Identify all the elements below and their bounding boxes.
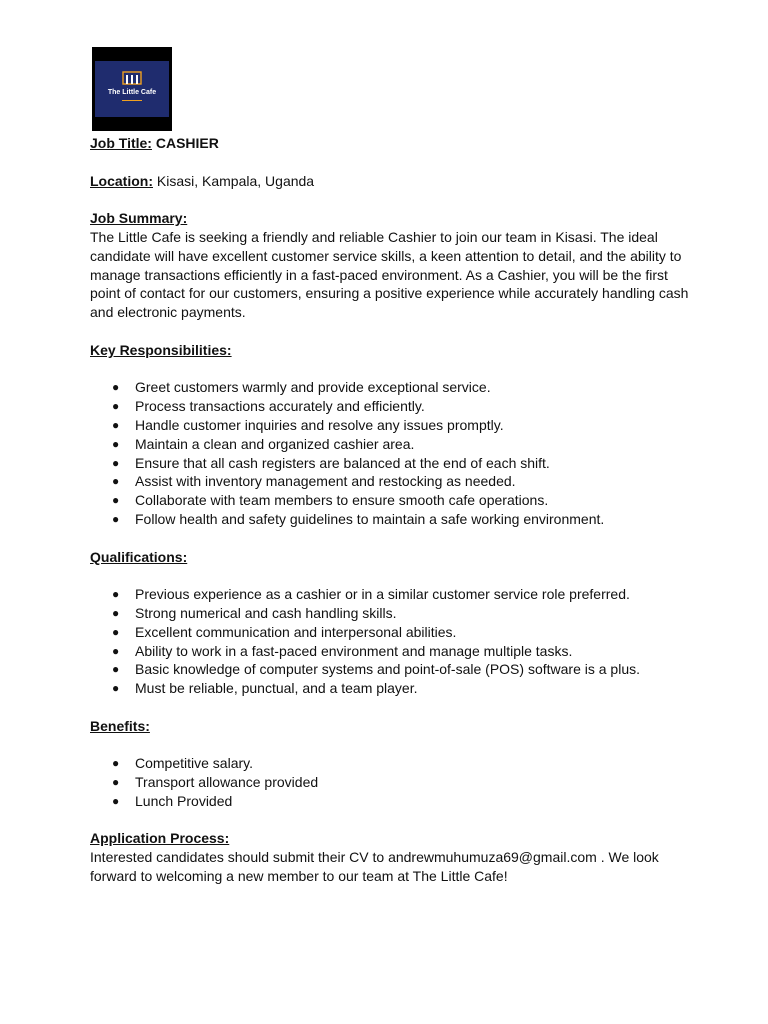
- application-heading: [90, 829, 690, 848]
- job-title-label: Job Title:: [90, 135, 152, 151]
- job-posting: [90, 134, 690, 886]
- bullet-icon: ●: [112, 587, 120, 602]
- logo-badge: [95, 61, 169, 117]
- bullet-icon: ●: [112, 662, 120, 677]
- list-item: ● Follow health and safety guidelines to maintain a safe working environment.: [112, 510, 605, 527]
- bullet-icon: ●: [112, 756, 120, 771]
- responsibilities-label: Key Responsibilities:: [90, 341, 232, 358]
- list-item: ● Transport allowance provided: [112, 774, 319, 791]
- bullet-icon: ●: [112, 455, 120, 470]
- list-item: ● Ability to work in a fast-paced environment and manage multiple tasks.: [112, 642, 573, 659]
- bullet-icon: ●: [112, 493, 120, 508]
- bullet-icon: ●: [112, 399, 120, 414]
- logo-text: The Little Cafe: [107, 89, 157, 96]
- qualifications-list: [90, 585, 690, 698]
- application-label: Application Process:: [90, 830, 230, 847]
- location-row: [90, 172, 690, 191]
- list-item: ● Handle customer inquiries and resolve any issues promptly.: [112, 416, 504, 433]
- location-label: Location:: [90, 172, 153, 189]
- bullet-icon: ●: [112, 624, 120, 639]
- responsibilities-list: [90, 378, 690, 528]
- bullet-icon: ●: [112, 681, 120, 696]
- bullet-icon: ●: [112, 793, 120, 808]
- list-item: ● Greet customers warmly and provide exceptional service.: [112, 379, 491, 396]
- job-summary-label: Job Summary:: [90, 210, 188, 227]
- list-item: ● Must be reliable, punctual, and a team player.: [112, 680, 418, 697]
- list-item: ● Maintain a clean and organized cashier area.: [112, 435, 415, 452]
- bullet-icon: ●: [112, 643, 120, 658]
- job-summary-text: The Little Cafe is seeking a friendly and reliable Cashier to join our team in Kisasi. The ideal candidate will have excellent customer service skills, a keen attention to detail, and the ability to manage transactions efficiently in a fast-paced environment. As a Cashier, you will be the first point of contact for our customers, ensuring a positive experience while accurately handling cash and electronic payments.: [90, 228, 689, 321]
- bullet-icon: ●: [112, 380, 120, 395]
- bullet-icon: ●: [112, 436, 120, 451]
- cafe-building-icon: [122, 71, 142, 85]
- bullet-icon: ●: [112, 417, 120, 432]
- company-logo: [92, 47, 172, 131]
- bullet-icon: ●: [112, 775, 120, 790]
- job-summary-heading: [90, 209, 690, 228]
- list-item: ● Strong numerical and cash handling skills.: [112, 604, 397, 621]
- bullet-icon: ●: [112, 605, 120, 620]
- benefits-heading: [90, 717, 690, 736]
- benefits-label: Benefits:: [90, 717, 150, 734]
- application-text-after: . We look forward to welcoming a new member to our team at The Little Cafe!: [90, 849, 659, 885]
- qualifications-heading: [90, 548, 690, 567]
- job-title-value: CASHIER: [155, 135, 219, 151]
- list-item: ● Assist with inventory management and restocking as needed.: [112, 473, 516, 490]
- list-item: ● Ensure that all cash registers are balanced at the end of each shift.: [112, 454, 550, 471]
- list-item: ● Competitive salary.: [112, 755, 254, 772]
- bullet-icon: ●: [112, 474, 120, 489]
- location-value: Kisasi, Kampala, Uganda: [156, 172, 315, 189]
- job-title-row: [90, 134, 690, 153]
- qualifications-label: Qualifications:: [90, 548, 188, 565]
- benefits-list: [90, 754, 690, 810]
- list-item: ● Process transactions accurately and efficiently.: [112, 398, 425, 415]
- list-item: ● Lunch Provided: [112, 792, 233, 809]
- responsibilities-heading: [90, 341, 690, 360]
- application-email: andrewmuhumuza69@gmail.com: [388, 849, 597, 866]
- logo-underline: [122, 100, 142, 101]
- bullet-icon: ●: [112, 511, 120, 526]
- list-item: ● Excellent communication and interpersonal abilities.: [112, 623, 457, 640]
- application-text: [90, 848, 690, 886]
- list-item: ● Previous experience as a cashier or in a similar customer service role preferred.: [112, 586, 630, 603]
- list-item: ● Basic knowledge of computer systems and point-of-sale (POS) software is a plus.: [112, 661, 640, 678]
- list-item: ● Collaborate with team members to ensure smooth cafe operations.: [112, 492, 549, 509]
- application-text-before: Interested candidates should submit their CV to: [90, 849, 385, 866]
